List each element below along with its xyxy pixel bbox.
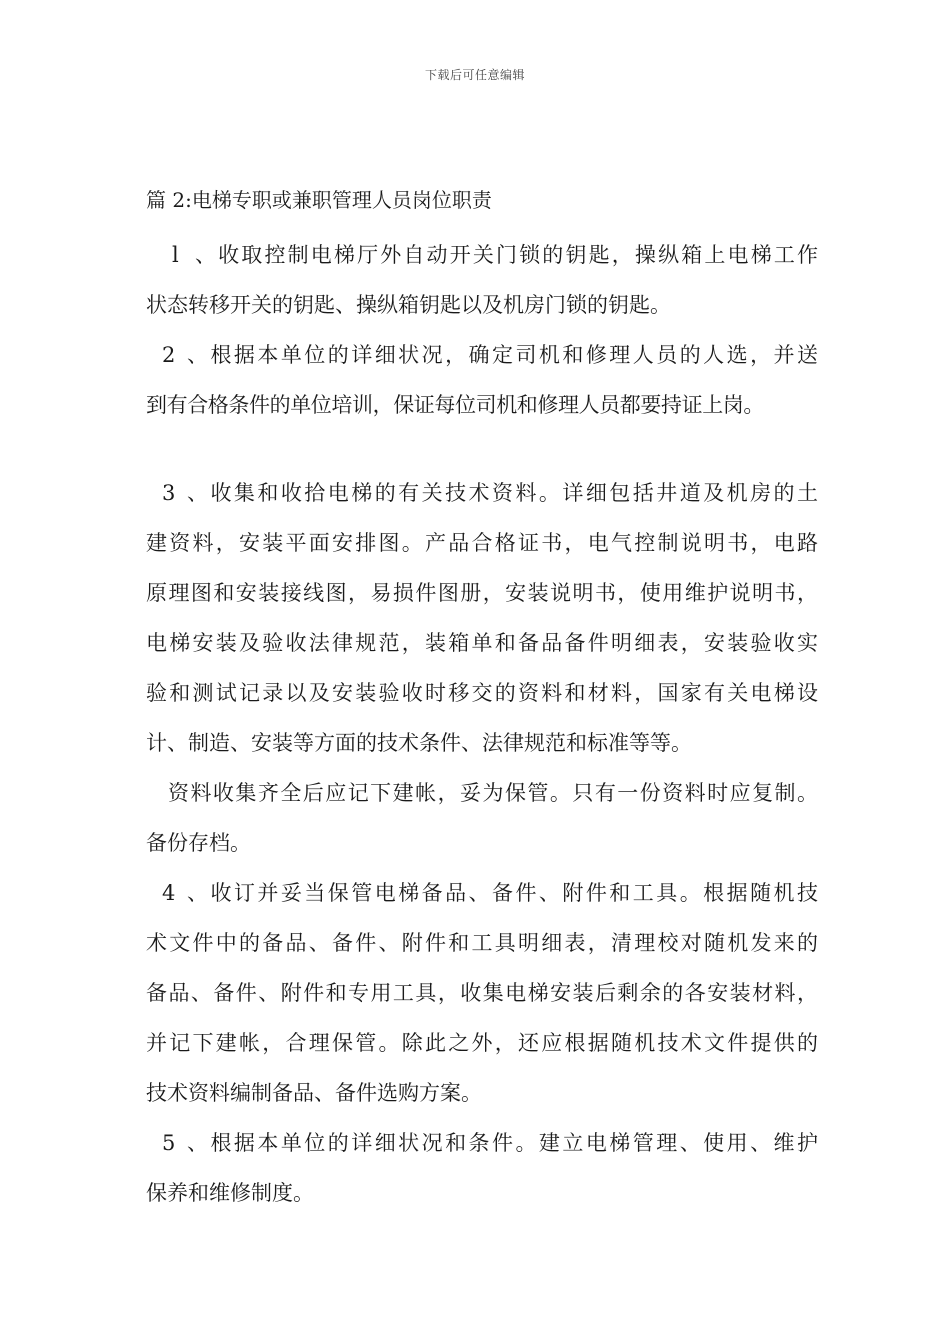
paragraph-4-line-1: [146, 868, 818, 918]
paragraph-text: 根据本单位的详细状况和条件。建立电梯管理、使用、维护: [208, 1131, 818, 1155]
paragraph-3-line-5: 验和测试记录以及安装验收时移交的资料和材料，国家有关电梯设: [146, 681, 818, 705]
paragraph-text: 收取控制电梯厅外自动开关门锁的钥匙，操纵箱上电梯工作: [216, 243, 818, 267]
paragraph-spacer: [146, 430, 818, 468]
page-header: 下载后可任意编辑: [424, 68, 525, 82]
item-number-3: 3、: [162, 481, 208, 505]
paragraph-5-line-2: 保养和维修制度。: [146, 1181, 314, 1205]
paragraph-4-line-3: 备品、备件、附件和专用工具，收集电梯安装后剩余的各安装材料，: [146, 981, 818, 1005]
paragraph-3-line-2: 建资料，安装平面安排图。产品合格证书，电气控制说明书，电路: [146, 531, 818, 555]
paragraph-3-line-4: 电梯安装及验收法律规范，装箱单和备品备件明细表，安装验收实: [146, 631, 818, 655]
paragraph-1-line-2: 状态转移开关的钥匙、操纵箱钥匙以及机房门锁的钥匙。: [146, 293, 671, 317]
paragraph-3-line-1: [146, 468, 818, 518]
paragraph-1-line-1: [146, 230, 818, 280]
paragraph-text: 收订并妥当保管电梯备品、备件、附件和工具。根据随机技: [208, 881, 818, 905]
item-number-2: 2、: [162, 343, 208, 367]
item-number-5: 5、: [162, 1131, 208, 1155]
document-body: [146, 180, 818, 1218]
paragraph-4-line-2: 术文件中的备品、备件、附件和工具明细表，清理校对随机发来的: [146, 931, 818, 955]
paragraph-text: 收集和收拾电梯的有关技术资料。详细包括井道及机房的土: [208, 481, 818, 505]
paragraph-3-line-6: 计、制造、安装等方面的技术条件、法律规范和标准等等。: [146, 731, 692, 755]
paragraph-4-line-5: 技术资料编制备品、备件选购方案。: [146, 1081, 482, 1105]
paragraph-5-line-1: [146, 1118, 818, 1168]
paragraph-text: 根据本单位的详细状况，确定司机和修理人员的人选，并送: [208, 343, 818, 367]
paragraph-2-line-1: [146, 330, 818, 380]
document-title: 篇 2:电梯专职或兼职管理人员岗位职责: [146, 188, 492, 212]
paragraph-3b-line-1: 资料收集齐全后应记下建帐，妥为保管。只有一份资料时应复制。: [168, 781, 818, 805]
item-number-4: 4、: [162, 881, 208, 905]
paragraph-4-line-4: 并记下建帐，合理保管。除此之外，还应根据随机技术文件提供的: [146, 1031, 818, 1055]
paragraph-2-line-2: 到有合格条件的单位培训，保证每位司机和修理人员都要持证上岗。: [146, 393, 764, 417]
paragraph-3-line-3: 原理图和安装接线图，易损件图册，安装说明书，使用维护说明书，: [146, 581, 818, 605]
paragraph-3b-line-2: 备份存档。: [146, 831, 251, 855]
item-number-1: l、: [172, 243, 216, 267]
